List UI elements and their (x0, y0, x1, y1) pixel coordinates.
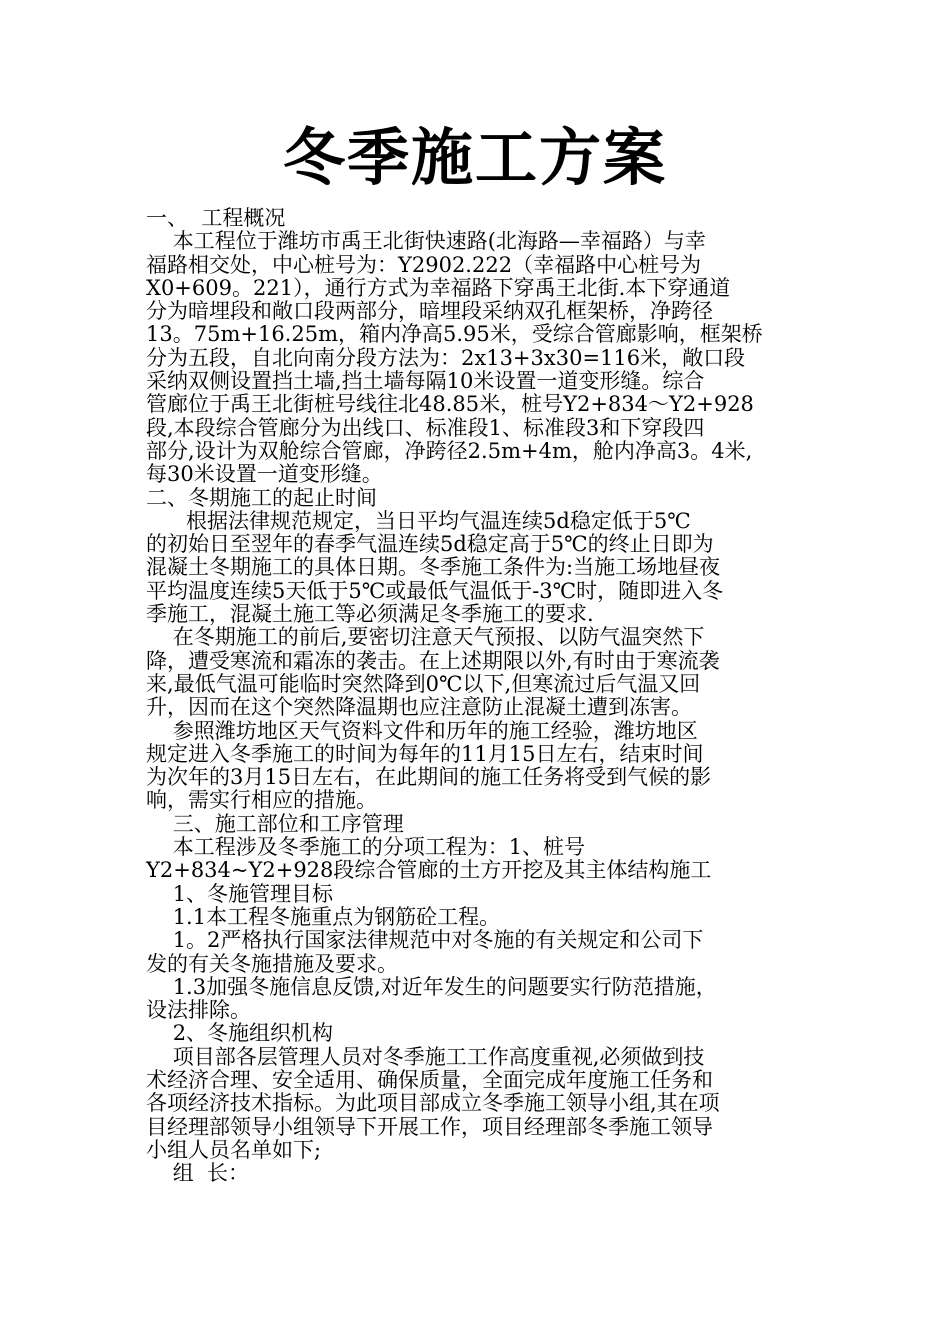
document-line: 每30米设置一道变形缝。 (146, 462, 383, 487)
document-line: 小组人员名单如下; (146, 1137, 322, 1162)
document-line: X0+609。221），通行方式为幸福路下穿禹王北街.本下穿通道 (146, 275, 731, 300)
document-line: 目经理部领导小组领导下开展工作，项目经理部冬季施工领导 (146, 1114, 713, 1139)
document-line: 平均温度连续5天低于5℃或最低气温低于-3℃时，随即进入冬 (146, 578, 724, 603)
document-line: 分为暗埋段和敞口段两部分，暗埋段采纳双孔框架桥，净跨径 (146, 299, 713, 324)
document-line: 管廊位于禹王北街桩号线往北48.85米，桩号Y2+834～Y2+928 (146, 392, 754, 417)
document-line: 二、冬期施工的起止时间 (146, 485, 377, 510)
document-line: 项目部各层管理人员对冬季施工工作高度重视,必须做到技 (146, 1044, 705, 1069)
document-line: Y2+834~Y2+928段综合管廊的土方开挖及其主体结构施工 (146, 858, 712, 883)
document-line: 分为五段，自北向南分段方法为：2x13+3x30=116米，敞口段 (146, 345, 746, 370)
document-line: 本工程位于潍坊市禹王北街快速路(北海路—幸福路）与幸 (146, 229, 706, 254)
document-line: 参照潍坊地区天气资料文件和历年的施工经验，潍坊地区 (146, 718, 698, 743)
document-line: 1、冬施管理目标 (146, 881, 334, 906)
document-line: 为次年的3月15日左右，在此期间的施工任务将受到气候的影 (146, 765, 712, 790)
document-line: 降，遭受寒流和霜冻的袭击。在上述期限以外,有时由于寒流袭 (146, 648, 720, 673)
document-line: 福路相交处，中心桩号为：Y2902.222（幸福路中心桩号为 (146, 252, 702, 277)
document-line: 季施工，混凝土施工等必须满足冬季施工的要求. (146, 602, 594, 627)
document-line: 2、冬施组织机构 (146, 1021, 334, 1046)
document-line: 设法排除。 (146, 998, 251, 1023)
document-line: 混凝土冬期施工的具体日期。冬季施工条件为:当施工场地昼夜 (146, 555, 721, 580)
document-line: 在冬期施工的前后,要密切注意天气预报、以防气温突然下 (146, 625, 705, 650)
document-line: 发的有关冬施措施及要求。 (146, 951, 398, 976)
document-line: 1。2严格执行国家法律规范中对冬施的有关规定和公司下 (146, 928, 704, 953)
document-line: 段,本段综合管廊分为出线口、标准段1、标准段3和下穿段四 (146, 415, 705, 440)
document-line: 本工程涉及冬季施工的分项工程为：1、桩号 (146, 835, 586, 860)
document-line: 升，因而在这个突然降温期也应注意防止混凝土遭到冻害。 (146, 695, 692, 720)
document-line: 部分,设计为双舱综合管廊，净跨径2.5m+4m，舱内净高3。4米, (146, 438, 753, 463)
document-line: 采纳双侧设置挡土墙,挡土墙每隔10米设置一道变形缝。综合 (146, 369, 705, 394)
document-line: 三、施工部位和工序管理 (146, 811, 404, 836)
document-title: 冬季施工方案 (282, 121, 667, 194)
document-line: 一、 工程概况 (146, 206, 286, 230)
document-line: 术经济合理、安全适用、确保质量，全面完成年度施工任务和 (146, 1067, 713, 1092)
document-line: 规定进入冬季施工的时间为每年的11月15日左右，结束时间 (146, 741, 704, 766)
document-line: 来,最低气温可能临时突然降到0℃以下,但寒流过后气温又回 (146, 671, 701, 696)
document-body (146, 207, 818, 1185)
document-line: 响，需实行相应的措施。 (146, 788, 377, 813)
document-line: 根据法律规范规定，当日平均气温连续5d稳定低于5℃ (146, 508, 691, 533)
document-line: 的初始日至翌年的春季气温连续5d稳定高于5℃的终止日即为 (146, 532, 714, 557)
document-line: 13。75m+16.25m，箱内净高5.95米，受综合管廊影响，框架桥 (146, 322, 763, 347)
document-line: 组 长： (146, 1161, 250, 1186)
document-line: 1.1本工程冬施重点为钢筋砼工程。 (146, 904, 501, 929)
document-line: 1.3加强冬施信息反馈,对近年发生的问题要实行防范措施， (146, 974, 717, 999)
document-line: 各项经济技术指标。为此项目部成立冬季施工领导小组,其在项 (146, 1091, 720, 1116)
